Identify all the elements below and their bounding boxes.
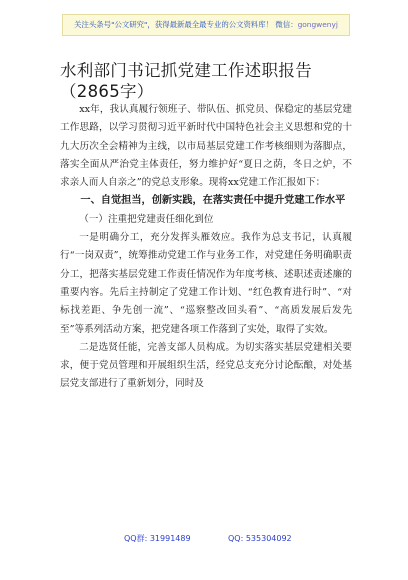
document-title: 水利部门书记抓党建工作述职报告（2865字） [60,61,312,101]
subsection-heading: （一）注重把党建责任细化到位 [79,213,214,225]
document-body [60,101,352,394]
footer-qq: QQ: 535304092 [228,534,292,543]
banner-wechat: gongwenyj [297,20,338,29]
section-heading: 一、自觉担当，创新实践，在落实责任中提升党建工作水平 [80,195,346,207]
footer-qq-group: QQ群: 31991489 [124,534,191,543]
body-paragraph: 一是明确分工，充分发挥头雁效应。我作为总支书记，认真履行“一岗双责”，统筹推动党建工作与业务工作，对党建任务明确职责分工，把落实基层党建工作责任情况作为年度考核、述职述责述廉的重要内容。先后主持制定了党建工作计划、“红色教育进行时”、“对标找差距、争先创一流”、“巡察整改回头看”、“高质发展后发先至”等系列活动方案，把党建各项工作落到了实处，取得了实效。 [60,232,352,335]
footer [0,532,408,546]
header-banner [62,14,350,36]
body-paragraph: 二是选贤任能，完善支部人员构成。为切实落实基层党建相关要求，便于党员管理和开展组织生活，经党总支充分讨论酝酿，对处基层党支部进行了重新划分，同时及 [60,341,352,390]
banner-text: 关注头条号"公文研究"，获得最新最全最专业的公文资料库！ 微信： [74,20,298,29]
intro-paragraph: xx年，我认真履行领班子、带队伍、抓党员、保稳定的基层党建工作思路，以学习贯彻习近平新时代中国特色社会主义思想和党的十九大历次全会精神为主线，以市局基层党建工作考核细则为落脚点，落实全面从严治党主体责任，努力维护好“夏日之荫，冬日之炉，不求亲人而人自亲之”的党总支形象。现将xx党建工作汇报如下： [60,104,352,189]
